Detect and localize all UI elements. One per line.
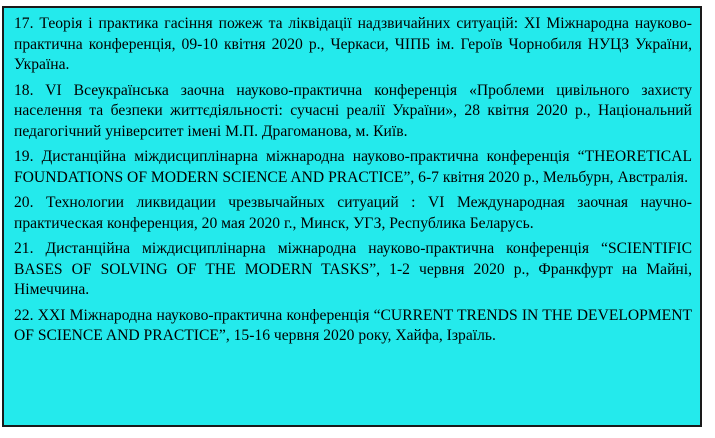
conference-entry-20: 20. Технологии ликвидации чрезвычайных ситуаций : VI Международная заочная научно-практическая конференция, 20 мая 2020 г., Минск, УГЗ, Республика Беларусь.	[14, 194, 692, 232]
conference-entry-21: 21. Дистанційна міждисциплінарна міжнародна науково-практична конференція “SCIENTIFIC BASES OF SOLVING OF THE MODERN TASKS”, 1-2 червня 2020 р., Франкфурт на Майні, Німеччина.	[14, 240, 692, 298]
conference-entry-22: 22. XXI Міжнародна науково-практична конференція “CURRENT TRENDS IN THE DEVELOPMENT OF SCIENCE AND PRACTICE”, 15-16 червня 2020 року, Хайфа, Ізраїль.	[14, 306, 692, 344]
conference-entry-18: 18. VI Всеукраїнська заочна науково-практична конференція «Проблеми цивільного захисту населення та безпеки життєдіяльності: сучасні реалії України», 28 квітня 2020 р., Національний педагогічний університет імені М.П. Драгоманова, м. Київ.	[14, 81, 692, 140]
conference-list-panel	[2, 6, 702, 427]
conference-entry-19: 19. Дистанційна міждисциплінарна міжнародна науково-практична конференція “THEORETICAL FOUNDATIONS OF MODERN SCIENCE AND PRACTICE”, 6-7 квітня 2020 р., Мельбурн, Австралія.	[14, 148, 692, 186]
conference-entry-17: 17. Теорія і практика гасіння пожеж та ліквідації надзвичайних ситуацій: XI Міжнародна науково-практична конференція, 09-10 квітня 2020 р., Черкаси, ЧІПБ ім. Героїв Чорнобиля НУЦЗ України, Україна.	[14, 15, 692, 73]
